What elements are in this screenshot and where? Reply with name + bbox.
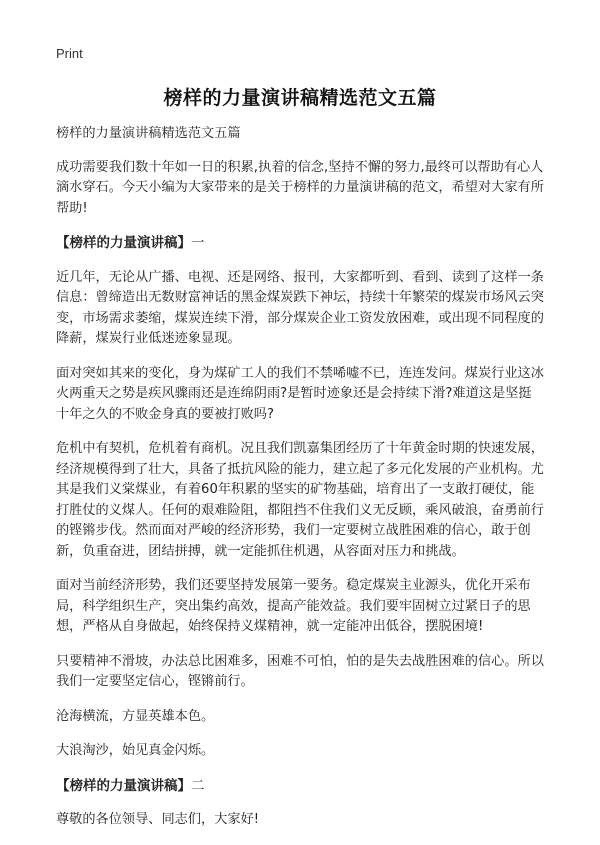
paragraph-7: 大浪淘沙，始见真金闪烁。: [56, 743, 215, 758]
paragraph-6: 沧海横流，方显英雄本色。: [56, 708, 215, 724]
section-heading-2: [56, 776, 544, 797]
paragraph-2: 面对突如其来的变化，身为煤矿工人的我们不禁唏嘘不已，连连发问。煤炭行业这冰火两重天之势是疾风骤雨还是连绵阴雨?是暂时迹象还是会持续下滑?难道这是坚挺十年之久的不败金身真的要被打败吗?: [56, 365, 544, 422]
intro-paragraph: 成功需要我们数十年如一日的积累,执着的信念,坚持不懈的努力,最终可以帮助有心人滴水穿石。今天小编为大家带来的是关于榜样的力量演讲稿的范文，希望对大家有所帮助!: [56, 159, 544, 216]
section-heading-2-number: 二: [191, 777, 205, 794]
article-body: [56, 124, 544, 845]
section-heading-1-number: 一: [191, 235, 205, 251]
article-subtitle: 榜样的力量演讲稿精选范文五篇: [56, 126, 241, 141]
paragraph-8: 尊敬的各位领导、同志们，大家好!: [56, 812, 260, 827]
section-heading-1: [56, 233, 544, 254]
section-heading-1-label: 【榜样的力量演讲稿】: [56, 235, 191, 251]
section-heading-2-label: 【榜样的力量演讲稿】: [56, 777, 191, 794]
paragraph-5: 只要精神不滑坡，办法总比困难多，困难不可怕，怕的是失去战胜困难的信心。所以我们一定要坚定信心，铿锵前行。: [56, 653, 544, 689]
paragraph-3: 危机中有契机，危机着有商机。况且我们凯嘉集团经历了十年黄金时期的快速发展，经济规模得到了壮大，具备了抵抗风险的能力，建立起了多元化发展的产业机构。尤其是我们义棠煤业，有着60年积累的坚实的矿物基础，培育出了一支敢打硬仗，能打胜仗的义煤人。任何的艰难险阻，都阻挡不住我们义无反顾，乘风破浪，奋勇前行的铿锵步伐。然而面对严峻的经济形势，我们一定要树立战胜困难的信心，敢于创新，负重奋进，团结拼搏，就一定能抓住机遇，从容面对压力和挑战。: [56, 441, 544, 559]
paragraph-1: 近几年，无论从广播、电视、还是网络、报刊，大家都听到、看到、读到了这样一条信息：曾缔造出无数财富神话的黑金煤炭跌下神坛，持续十年繁荣的煤炭市场风云突变，市场需求萎缩，煤炭连续下滑，部分煤炭企业工资发放困难，或出现不同程度的降薪，煤炭行业低迷迹象显现。: [56, 269, 544, 346]
page-title: 榜样的力量演讲稿精选范文五篇: [163, 87, 437, 109]
print-link[interactable]: Print: [56, 46, 83, 61]
paragraph-4: 面对当前经济形势，我们还要坚持发展第一要务。稳定煤炭主业源头，优化开采布局，科学组织生产，突出集约高效，提高产能效益。我们要牢固树立过紧日子的思想，严格从自身做起，始终保持义煤精神，就一定能冲出低谷，摆脱困境!: [56, 578, 531, 634]
